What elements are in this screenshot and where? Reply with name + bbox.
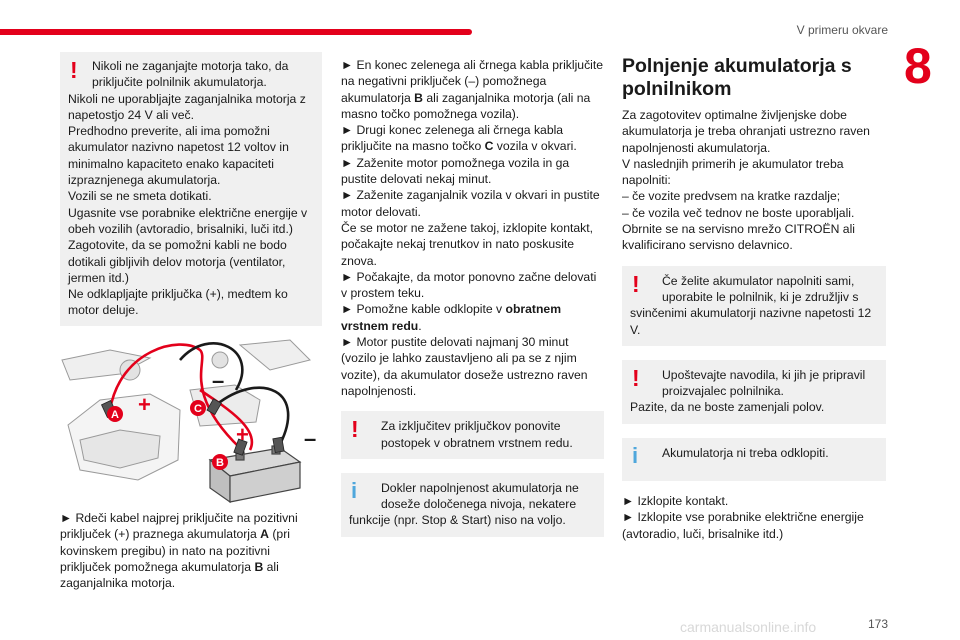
warning-exclamation-icon: ! bbox=[70, 57, 78, 83]
intro-list-item: – če vozite predvsem na kratke razdalje; bbox=[622, 189, 841, 204]
intro-text: V naslednjih primerih je akumulator treba napolniti: bbox=[622, 156, 844, 188]
warning-line: Nikoli ne zaganjajte motorja tako, da priključite polnilnik akumulatorja. bbox=[92, 59, 289, 90]
jump-start-illustration bbox=[60, 330, 322, 508]
plus-sign-b: + bbox=[236, 422, 249, 447]
step-item: ► Motor pustite delovati najmanj 30 minut (vozilo je lahko zaustavljeno ali pa se z njim vozite), da akumulator doseže ustrezno raven napolnjenosti. bbox=[341, 335, 588, 398]
warning-line: Ne odklapljajte priključka (+), medtem ko motor deluje. bbox=[68, 287, 288, 318]
column-1 bbox=[60, 52, 322, 326]
warning-line: Zagotovite, da se pomožni kabli ne bodo dotikali gibljivih delov motorja (ventilator, jermen itd.) bbox=[68, 238, 287, 285]
step-item: ► Počakajte, da motor ponovno začne delovati v prostem teku. bbox=[341, 269, 597, 301]
info-box-charge-level: i Dokler napolnjenost akumulatorja ne doseže določenega nivoja, nekatere funkcije (npr. Stop & Start) niso na voljo. bbox=[341, 473, 604, 537]
section-heading: Polnjenje akumulatorja s polnilnikom bbox=[622, 55, 852, 100]
intro-list-item: – če vozila več tednov ne boste uporabljali. bbox=[622, 205, 855, 220]
step-item: ► Zaženite zaganjalnik vozila v okvari in pustite motor delovati. bbox=[341, 188, 600, 219]
warning-box-disconnect: ! Za izključitev priključkov ponovite postopek v obratnem vrstnem redu. bbox=[341, 411, 604, 459]
minus-sign-b: – bbox=[304, 426, 317, 451]
label-c: C bbox=[194, 403, 202, 415]
warning-exclamation-icon: ! bbox=[351, 416, 359, 443]
label-a: A bbox=[111, 409, 119, 421]
header-accent-bar bbox=[0, 29, 472, 35]
column-3 bbox=[622, 55, 886, 542]
step-red-cable: ► Rdeči kabel najprej priključite na pozitivni priključek (+) praznega akumulatorja A (pri kovinskem pregibu) in nato na pozitivni priključek pomožnega akumulatorja B ali zaganjalnika motorja. bbox=[60, 511, 298, 591]
watermark: carmanualsonline.info bbox=[680, 619, 817, 635]
info-i-icon: i bbox=[632, 442, 639, 468]
step-note: Če se motor ne zažene takoj, izklopite kontakt, počakajte nekaj trenutkov in nato poskusite znova. bbox=[341, 220, 594, 268]
step-item: ► Pomožne kable odklopite v obratnem vrstnem redu. bbox=[341, 302, 562, 333]
minus-sign-c: – bbox=[212, 368, 225, 393]
warning-exclamation-icon: ! bbox=[632, 270, 640, 297]
info-i-icon: i bbox=[351, 477, 358, 503]
step-item: ► En konec zelenega ali črnega kabla priključite na negativni priključek (–) pomožnega akumulatorja B ali zaganjalnika motorja (ali na masno točko pomožnega vozila). bbox=[341, 58, 604, 121]
engine-bay-diagram bbox=[60, 330, 322, 508]
step-item: ► Zaženite motor pomožnega vozila in ga pustite delovati nekaj minut. bbox=[341, 155, 570, 187]
info-box-no-disconnect: i Akumulatorja ni treba odklopiti. bbox=[622, 438, 886, 481]
chapter-number: 8 bbox=[904, 38, 932, 94]
warning-line: Ugasnite vse porabnike električne energije v obeh vozilih (avtoradio, brisalniki, luči itd.) bbox=[68, 205, 308, 236]
plus-sign-a: + bbox=[138, 392, 151, 417]
intro-text: Za zagotovitev optimalne življenjske dobe akumulatorja je treba ohranjati ustrezno raven napolnjenosti akumulatorja. bbox=[622, 108, 870, 155]
warning-line: Predhodno preverite, ali ima pomožni akumulator nazivno napetost 12 voltov in minimalno kapaciteto enako kapaciteti izpraznjenega akumulatorja. bbox=[68, 124, 289, 188]
warning-box-charger: ! Če želite akumulator napolniti sami, uporabite le polnilnik, ki je združljiv s svinčenimi akumulatorji nazivne napetosti 12 V. bbox=[622, 266, 886, 346]
label-b: B bbox=[216, 457, 224, 469]
intro-text: Obrnite se na servisno mrežo CITROËN ali kvalificirano servisno delavnico. bbox=[622, 222, 855, 253]
warning-line: Nikoli ne uporabljajte zaganjalnika motorja z napetostjo 24 V ali več. bbox=[68, 91, 306, 122]
step-item: ► Izklopite vse porabnike električne energije (avtoradio, luči, brisalnike itd.) bbox=[622, 510, 864, 541]
step-item: ► Izklopite kontakt. bbox=[622, 494, 729, 509]
column-2 bbox=[341, 57, 604, 537]
section-title: V primeru okvare bbox=[796, 23, 888, 37]
warning-exclamation-icon: ! bbox=[632, 364, 640, 391]
page-number: 173 bbox=[867, 617, 888, 631]
warning-box-instructions: ! Upoštevajte navodila, ki jih je pripravil proizvajalec polnilnika. Pazite, da ne boste zamenjali polov. bbox=[622, 360, 886, 424]
warning-line: Vozili se ne smeta dotikati. bbox=[68, 189, 212, 204]
bullet-arrow-icon: ► bbox=[60, 511, 73, 525]
warning-box-jumpstart bbox=[60, 52, 322, 326]
step-item: ► Drugi konec zelenega ali črnega kabla priključite na masno točko C vozila v okvari. bbox=[341, 123, 577, 154]
